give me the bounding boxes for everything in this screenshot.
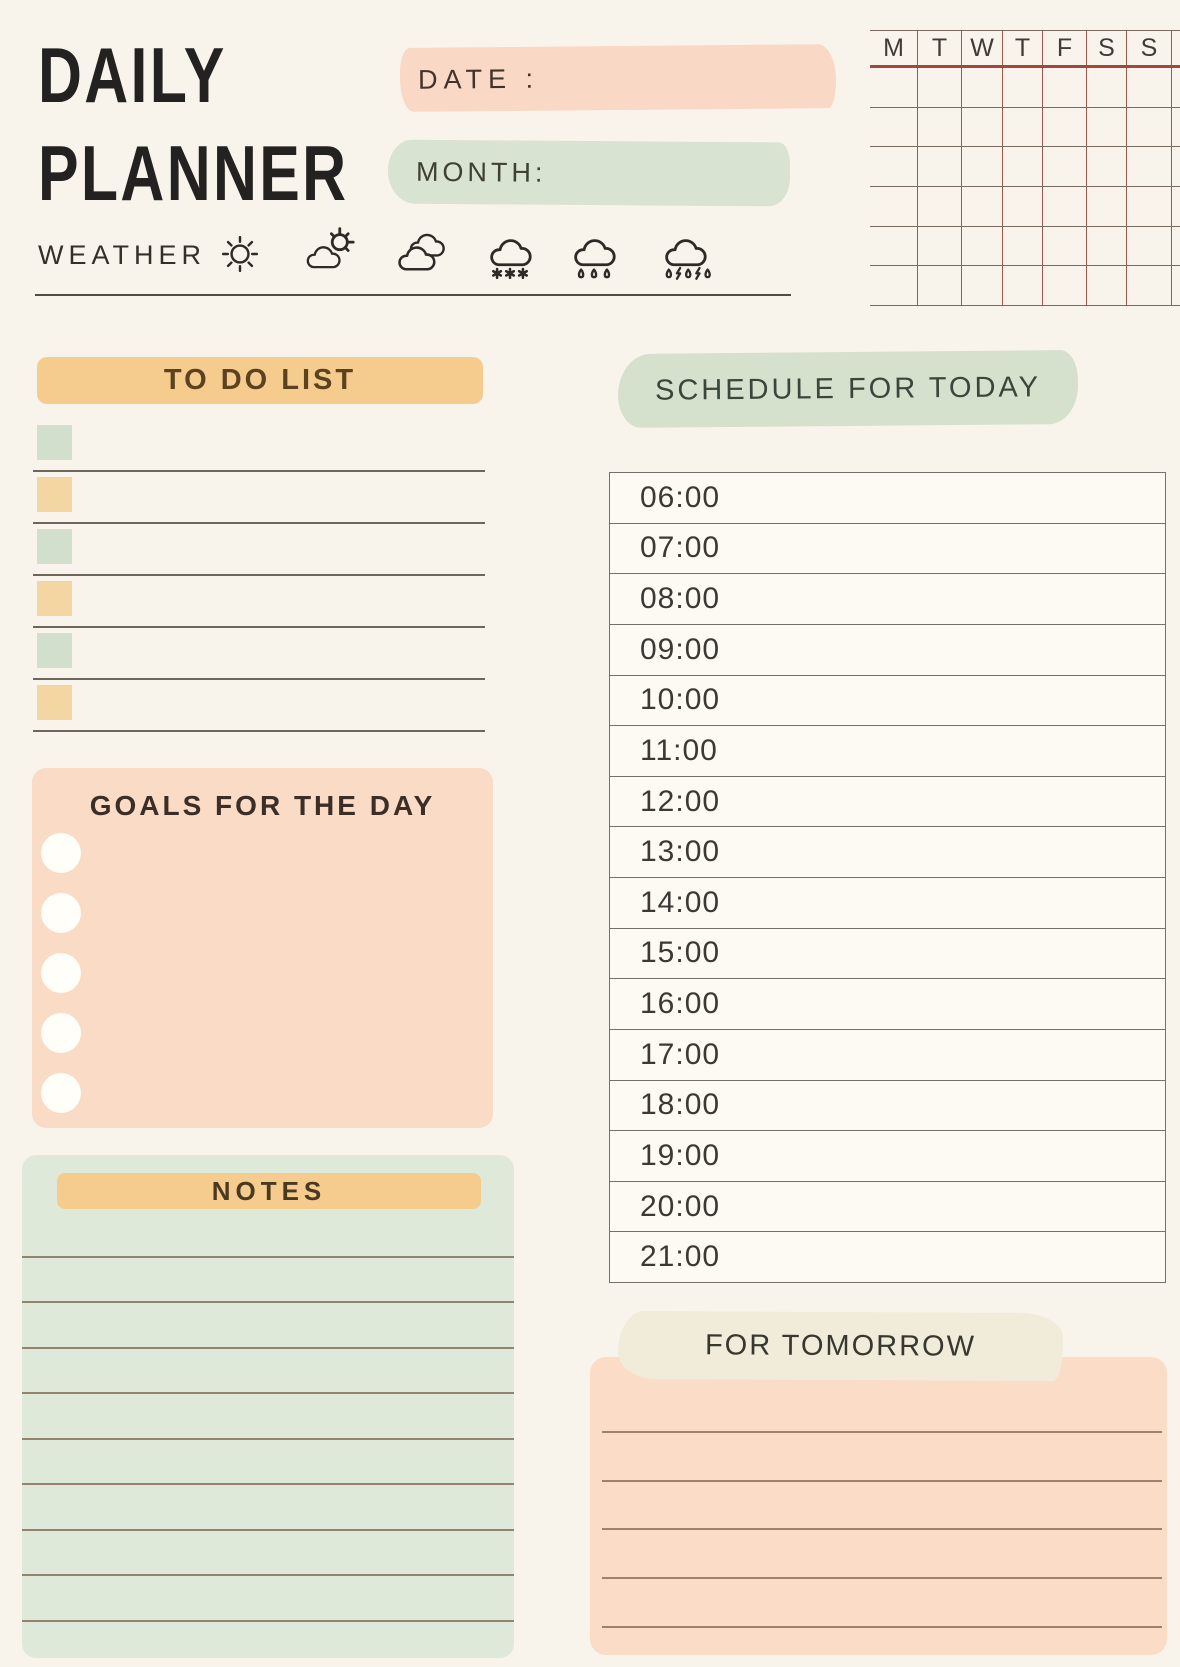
date-label: DATE : xyxy=(417,63,540,95)
week-grid-cell[interactable] xyxy=(962,147,1003,186)
week-grid-cell[interactable] xyxy=(1127,266,1172,305)
week-grid-cell[interactable] xyxy=(1127,227,1172,266)
week-day-header: T xyxy=(1003,31,1043,65)
schedule-row[interactable] xyxy=(610,1081,1165,1132)
schedule-time: 13:00 xyxy=(640,835,721,869)
schedule-time: 08:00 xyxy=(640,582,721,616)
date-field[interactable] xyxy=(400,44,837,112)
todo-row[interactable] xyxy=(33,576,485,628)
schedule-row[interactable] xyxy=(610,524,1165,575)
tomorrow-line[interactable] xyxy=(602,1579,1162,1628)
week-day-header: F xyxy=(1043,31,1087,65)
note-line[interactable] xyxy=(22,1531,514,1577)
schedule-time: 15:00 xyxy=(640,936,721,970)
todo-list xyxy=(33,420,485,732)
goal-hole[interactable] xyxy=(41,893,81,933)
notes-panel[interactable] xyxy=(22,1155,514,1658)
schedule-row[interactable] xyxy=(610,979,1165,1030)
note-line[interactable] xyxy=(22,1440,514,1486)
note-line[interactable] xyxy=(22,1258,514,1304)
schedule-time: 17:00 xyxy=(640,1037,721,1071)
week-grid-cell[interactable] xyxy=(1043,187,1087,226)
week-grid-cell[interactable] xyxy=(918,227,962,266)
notes-header xyxy=(57,1173,481,1209)
month-field[interactable] xyxy=(388,140,790,207)
schedule-row[interactable] xyxy=(610,574,1165,625)
schedule-row[interactable] xyxy=(610,676,1165,727)
schedule-time: 19:00 xyxy=(640,1138,721,1172)
schedule-row[interactable] xyxy=(610,1030,1165,1081)
week-grid-cell[interactable] xyxy=(870,266,918,305)
todo-row[interactable] xyxy=(33,524,485,576)
schedule-title: SCHEDULE FOR TODAY xyxy=(654,370,1042,407)
schedule-time: 07:00 xyxy=(640,531,721,565)
week-grid-cell[interactable] xyxy=(870,68,918,107)
note-line[interactable] xyxy=(22,1212,514,1258)
goals-holes xyxy=(41,833,81,1133)
todo-checkbox[interactable] xyxy=(37,529,72,564)
week-tracker-grid xyxy=(870,30,1180,306)
week-grid-cell[interactable] xyxy=(1087,187,1127,226)
schedule-time: 16:00 xyxy=(640,987,721,1021)
todo-checkbox[interactable] xyxy=(37,477,72,512)
tomorrow-panel[interactable] xyxy=(590,1357,1167,1655)
sun-icon[interactable] xyxy=(210,226,270,282)
note-line[interactable] xyxy=(22,1576,514,1622)
week-grid-edge-cell xyxy=(1172,31,1180,65)
todo-row[interactable] xyxy=(33,472,485,524)
page-title-line2: PLANNER xyxy=(38,129,349,217)
week-grid-cell[interactable] xyxy=(1003,266,1043,305)
schedule-time: 14:00 xyxy=(640,885,721,919)
week-grid-cell[interactable] xyxy=(1172,266,1180,305)
goal-hole[interactable] xyxy=(41,1013,81,1053)
goal-hole[interactable] xyxy=(41,833,81,873)
week-grid-cell[interactable] xyxy=(1172,108,1180,147)
schedule-time: 18:00 xyxy=(640,1088,721,1122)
schedule-time: 11:00 xyxy=(640,733,718,767)
schedule-row[interactable] xyxy=(610,1182,1165,1233)
week-grid-cell[interactable] xyxy=(918,266,962,305)
todo-checkbox[interactable] xyxy=(37,685,72,720)
schedule-row[interactable] xyxy=(610,473,1165,524)
note-line[interactable] xyxy=(22,1485,514,1531)
week-grid-cell[interactable] xyxy=(1043,147,1087,186)
week-day-header: W xyxy=(962,31,1003,65)
todo-header xyxy=(37,357,483,404)
snow-cloud-icon[interactable] xyxy=(480,226,540,282)
week-grid-cell[interactable] xyxy=(870,147,918,186)
week-grid-cell[interactable] xyxy=(918,68,962,107)
week-grid-cell[interactable] xyxy=(1172,227,1180,266)
schedule-time: 12:00 xyxy=(640,784,721,818)
week-grid-cell[interactable] xyxy=(1003,108,1043,147)
todo-checkbox[interactable] xyxy=(37,581,72,616)
week-grid-cell[interactable] xyxy=(1172,147,1180,186)
week-grid-cell[interactable] xyxy=(1043,266,1087,305)
week-grid-cell[interactable] xyxy=(1087,147,1127,186)
week-grid-cell[interactable] xyxy=(918,187,962,226)
notes-title: NOTES xyxy=(211,1175,327,1206)
week-grid-cell[interactable] xyxy=(1172,68,1180,107)
week-grid-cell[interactable] xyxy=(870,187,918,226)
todo-row[interactable] xyxy=(33,628,485,680)
week-grid-cell[interactable] xyxy=(1127,187,1172,226)
week-grid-cell[interactable] xyxy=(1003,227,1043,266)
schedule-table xyxy=(609,472,1166,1283)
clouds-icon[interactable] xyxy=(390,226,452,282)
schedule-row[interactable] xyxy=(610,1131,1165,1182)
week-grid-cell[interactable] xyxy=(1003,147,1043,186)
tomorrow-line[interactable] xyxy=(602,1482,1162,1531)
goals-title: GOALS FOR THE DAY xyxy=(89,790,436,821)
goal-hole[interactable] xyxy=(41,953,81,993)
schedule-time: 21:00 xyxy=(640,1240,721,1274)
tomorrow-line[interactable] xyxy=(602,1530,1162,1579)
week-grid-cell[interactable] xyxy=(1043,68,1087,107)
rain-cloud-icon[interactable] xyxy=(564,226,624,282)
tomorrow-line[interactable] xyxy=(602,1384,1162,1433)
week-grid-cell[interactable] xyxy=(1003,68,1043,107)
todo-row[interactable] xyxy=(33,680,485,732)
todo-row[interactable] xyxy=(33,420,485,472)
schedule-row[interactable] xyxy=(610,777,1165,828)
todo-checkbox[interactable] xyxy=(37,425,72,460)
week-grid-cell[interactable] xyxy=(1127,68,1172,107)
schedule-time: 10:00 xyxy=(640,683,721,717)
week-day-header: S xyxy=(1127,31,1172,65)
tomorrow-line[interactable] xyxy=(602,1433,1162,1482)
goals-panel[interactable] xyxy=(32,768,493,1128)
note-line[interactable] xyxy=(22,1349,514,1395)
week-grid-cell[interactable] xyxy=(870,227,918,266)
week-grid-cell[interactable] xyxy=(1172,187,1180,226)
week-grid-cell[interactable] xyxy=(962,227,1003,266)
tomorrow-title: FOR TOMORROW xyxy=(704,1328,977,1363)
week-day-header: T xyxy=(918,31,962,65)
note-line[interactable] xyxy=(22,1303,514,1349)
goal-hole[interactable] xyxy=(41,1073,81,1113)
todo-title: TO DO LIST xyxy=(163,364,357,396)
week-grid-cell[interactable] xyxy=(962,266,1003,305)
week-grid-cell[interactable] xyxy=(870,108,918,147)
tomorrow-lines xyxy=(602,1384,1162,1628)
week-day-header: M xyxy=(870,31,918,65)
schedule-time: 20:00 xyxy=(640,1189,721,1223)
tomorrow-header xyxy=(618,1311,1063,1381)
week-grid-cell[interactable] xyxy=(918,108,962,147)
week-grid-cell[interactable] xyxy=(1127,147,1172,186)
schedule-header xyxy=(618,350,1079,428)
weather-underline xyxy=(35,294,791,296)
week-grid-cell[interactable] xyxy=(962,187,1003,226)
week-grid-cell[interactable] xyxy=(918,147,962,186)
page-title-line1: DAILY xyxy=(38,31,227,119)
week-grid-cell[interactable] xyxy=(1043,227,1087,266)
week-grid-cell[interactable] xyxy=(1087,266,1127,305)
todo-checkbox[interactable] xyxy=(37,633,72,668)
week-day-header: S xyxy=(1087,31,1127,65)
schedule-row[interactable] xyxy=(610,1232,1165,1282)
schedule-row[interactable] xyxy=(610,929,1165,980)
schedule-row[interactable] xyxy=(610,827,1165,878)
week-grid-cell[interactable] xyxy=(1003,187,1043,226)
sun-cloud-icon[interactable] xyxy=(298,226,360,282)
week-grid-cell[interactable] xyxy=(1087,108,1127,147)
schedule-time: 09:00 xyxy=(640,632,721,666)
schedule-row[interactable] xyxy=(610,726,1165,777)
month-label: MONTH: xyxy=(415,156,547,188)
weather-label: WEATHER xyxy=(38,240,206,270)
schedule-time: 06:00 xyxy=(640,480,721,514)
week-grid-cell[interactable] xyxy=(962,68,1003,107)
note-line[interactable] xyxy=(22,1394,514,1440)
notes-lines xyxy=(22,1212,514,1622)
week-grid-cell[interactable] xyxy=(1043,108,1087,147)
week-grid-cell[interactable] xyxy=(962,108,1003,147)
week-grid-cell[interactable] xyxy=(1087,227,1127,266)
schedule-row[interactable] xyxy=(610,878,1165,929)
week-grid-cell[interactable] xyxy=(1087,68,1127,107)
schedule-row[interactable] xyxy=(610,625,1165,676)
storm-cloud-icon[interactable] xyxy=(655,226,715,282)
week-grid-cell[interactable] xyxy=(1127,108,1172,147)
